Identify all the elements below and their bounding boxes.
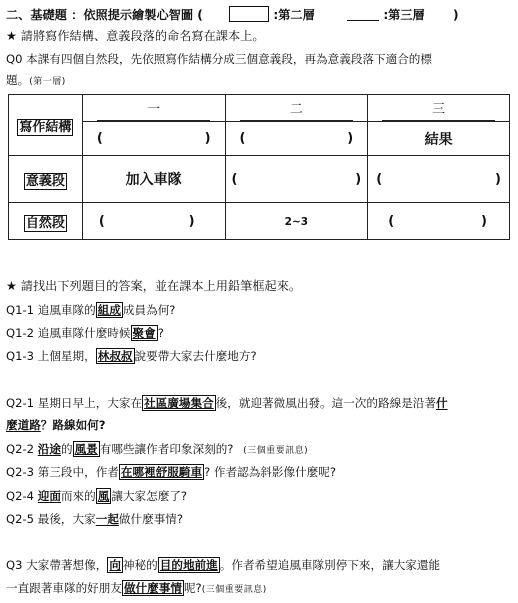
keyword-underline: 沿途: [37, 442, 61, 456]
keyword-box: 在哪裡舒服騎車: [120, 465, 203, 479]
instruction-find-answers: ★ 請找出下列題目的答案，並在課本上用鉛筆框起來。: [6, 279, 302, 293]
keyword-box: 向: [109, 558, 121, 572]
keyword-box: 做什麼事情: [123, 581, 182, 595]
keyword-box: 風景: [74, 442, 98, 456]
question-q3-cont: 一直跟著車隊的好朋友 做什麼事情 呢?(三個重要訊息): [6, 581, 267, 595]
table-row: [9, 156, 510, 203]
instruction-structure: ★ 請將寫作結構、意義段落的命名寫在課本上。: [6, 29, 265, 43]
header-two: 二: [225, 95, 368, 122]
meaning-cell-2[interactable]: ( ): [225, 156, 368, 203]
keyword-underline: 一起: [95, 512, 119, 526]
question-q2-2: Q2-2 沿途的 風景 有哪些讓作者印象深刻的? (三個重要訊息): [6, 442, 309, 456]
keyword-box: 林叔叔: [97, 349, 133, 363]
row-label-natural: 自然段: [9, 203, 83, 240]
question-q3: Q3 大家帶著想像， 向 神秘的 目的地前進 。作者希望追風車隊別停下來，讓大家還能: [6, 558, 441, 572]
keyword-box: 目的地前進: [159, 558, 218, 572]
row-label-structure: 寫作結構: [9, 95, 83, 156]
keyword-underline: 什: [435, 396, 448, 410]
q0-line2: [6, 72, 66, 88]
question-q2-3: Q2-3 第三段中，作者 在哪裡舒服騎車 ? 作者認為斜影像什麼呢?: [6, 465, 337, 479]
header-layer2: :第二層: [273, 8, 315, 22]
question-q2-5: Q2-5 最後，大家一起做什麼事情?: [6, 512, 184, 526]
meaning-cell-3[interactable]: ( ): [368, 156, 510, 203]
q0-line2-text: 題。: [6, 73, 30, 87]
table-header-row: [9, 95, 510, 122]
keyword-box: 聚會: [132, 326, 156, 340]
structure-cell-2[interactable]: ( ): [225, 122, 368, 156]
header-layer3: :第三層: [383, 8, 425, 22]
structure-cell-1[interactable]: ( ): [82, 122, 225, 156]
important-note: (三個重要訊息): [243, 446, 309, 456]
row-label-meaning: 意義段: [9, 156, 83, 203]
keyword-box: 風: [97, 489, 110, 503]
exercise-header: [6, 6, 459, 23]
natural-cell-1[interactable]: ( ): [82, 203, 225, 240]
keyword-underline: 迎面: [37, 489, 61, 503]
answer-blank-box[interactable]: [229, 6, 269, 22]
answer-blank-line[interactable]: [347, 8, 379, 21]
question-q2-1: Q2-1 星期日早上，大家在 社區廣場集合 後，就迎著微風出發。這一次的路線是沿著什: [6, 396, 448, 410]
keyword-box: 組成: [97, 303, 121, 317]
question-q2-1-cont: 麼道路？路線如何?: [6, 418, 106, 432]
question-q1-3: Q1-3 上個星期， 林叔叔 說要帶大家去什麼地方?: [6, 349, 257, 363]
question-q1-2: Q1-2 追風車隊什麼時候 聚會 ?: [6, 326, 164, 340]
q0-layer-note: (第一層): [29, 77, 66, 87]
header-prefix: 二、基礎題 ：依照提示繪製心智圖 (: [6, 8, 203, 22]
keyword-underline: 麼道路: [6, 418, 41, 432]
header-close: ): [453, 8, 459, 22]
structure-table: [8, 94, 510, 240]
question-q2-4: Q2-4 迎面而來的 風 讓大家怎麼了?: [6, 489, 188, 503]
keyword-box: 社區廣場集合: [144, 396, 214, 410]
header-one: 一: [82, 95, 225, 122]
structure-cell-3: 結果: [368, 122, 510, 156]
table-row: [9, 203, 510, 240]
meaning-cell-1: 加入車隊: [82, 156, 225, 203]
question-q1-1: Q1-1 追風車隊的 組成 成員為何?: [6, 303, 176, 317]
header-three: 三: [368, 95, 510, 122]
table-row: [9, 122, 510, 156]
important-note: (三個重要訊息): [201, 585, 267, 595]
natural-cell-2: 2~3: [225, 203, 368, 240]
natural-cell-3[interactable]: ( ): [368, 203, 510, 240]
q0-line1: Q0 本課有四個自然段，先依照寫作結構分成三個意義段，再為意義段落下適合的標: [6, 52, 432, 66]
